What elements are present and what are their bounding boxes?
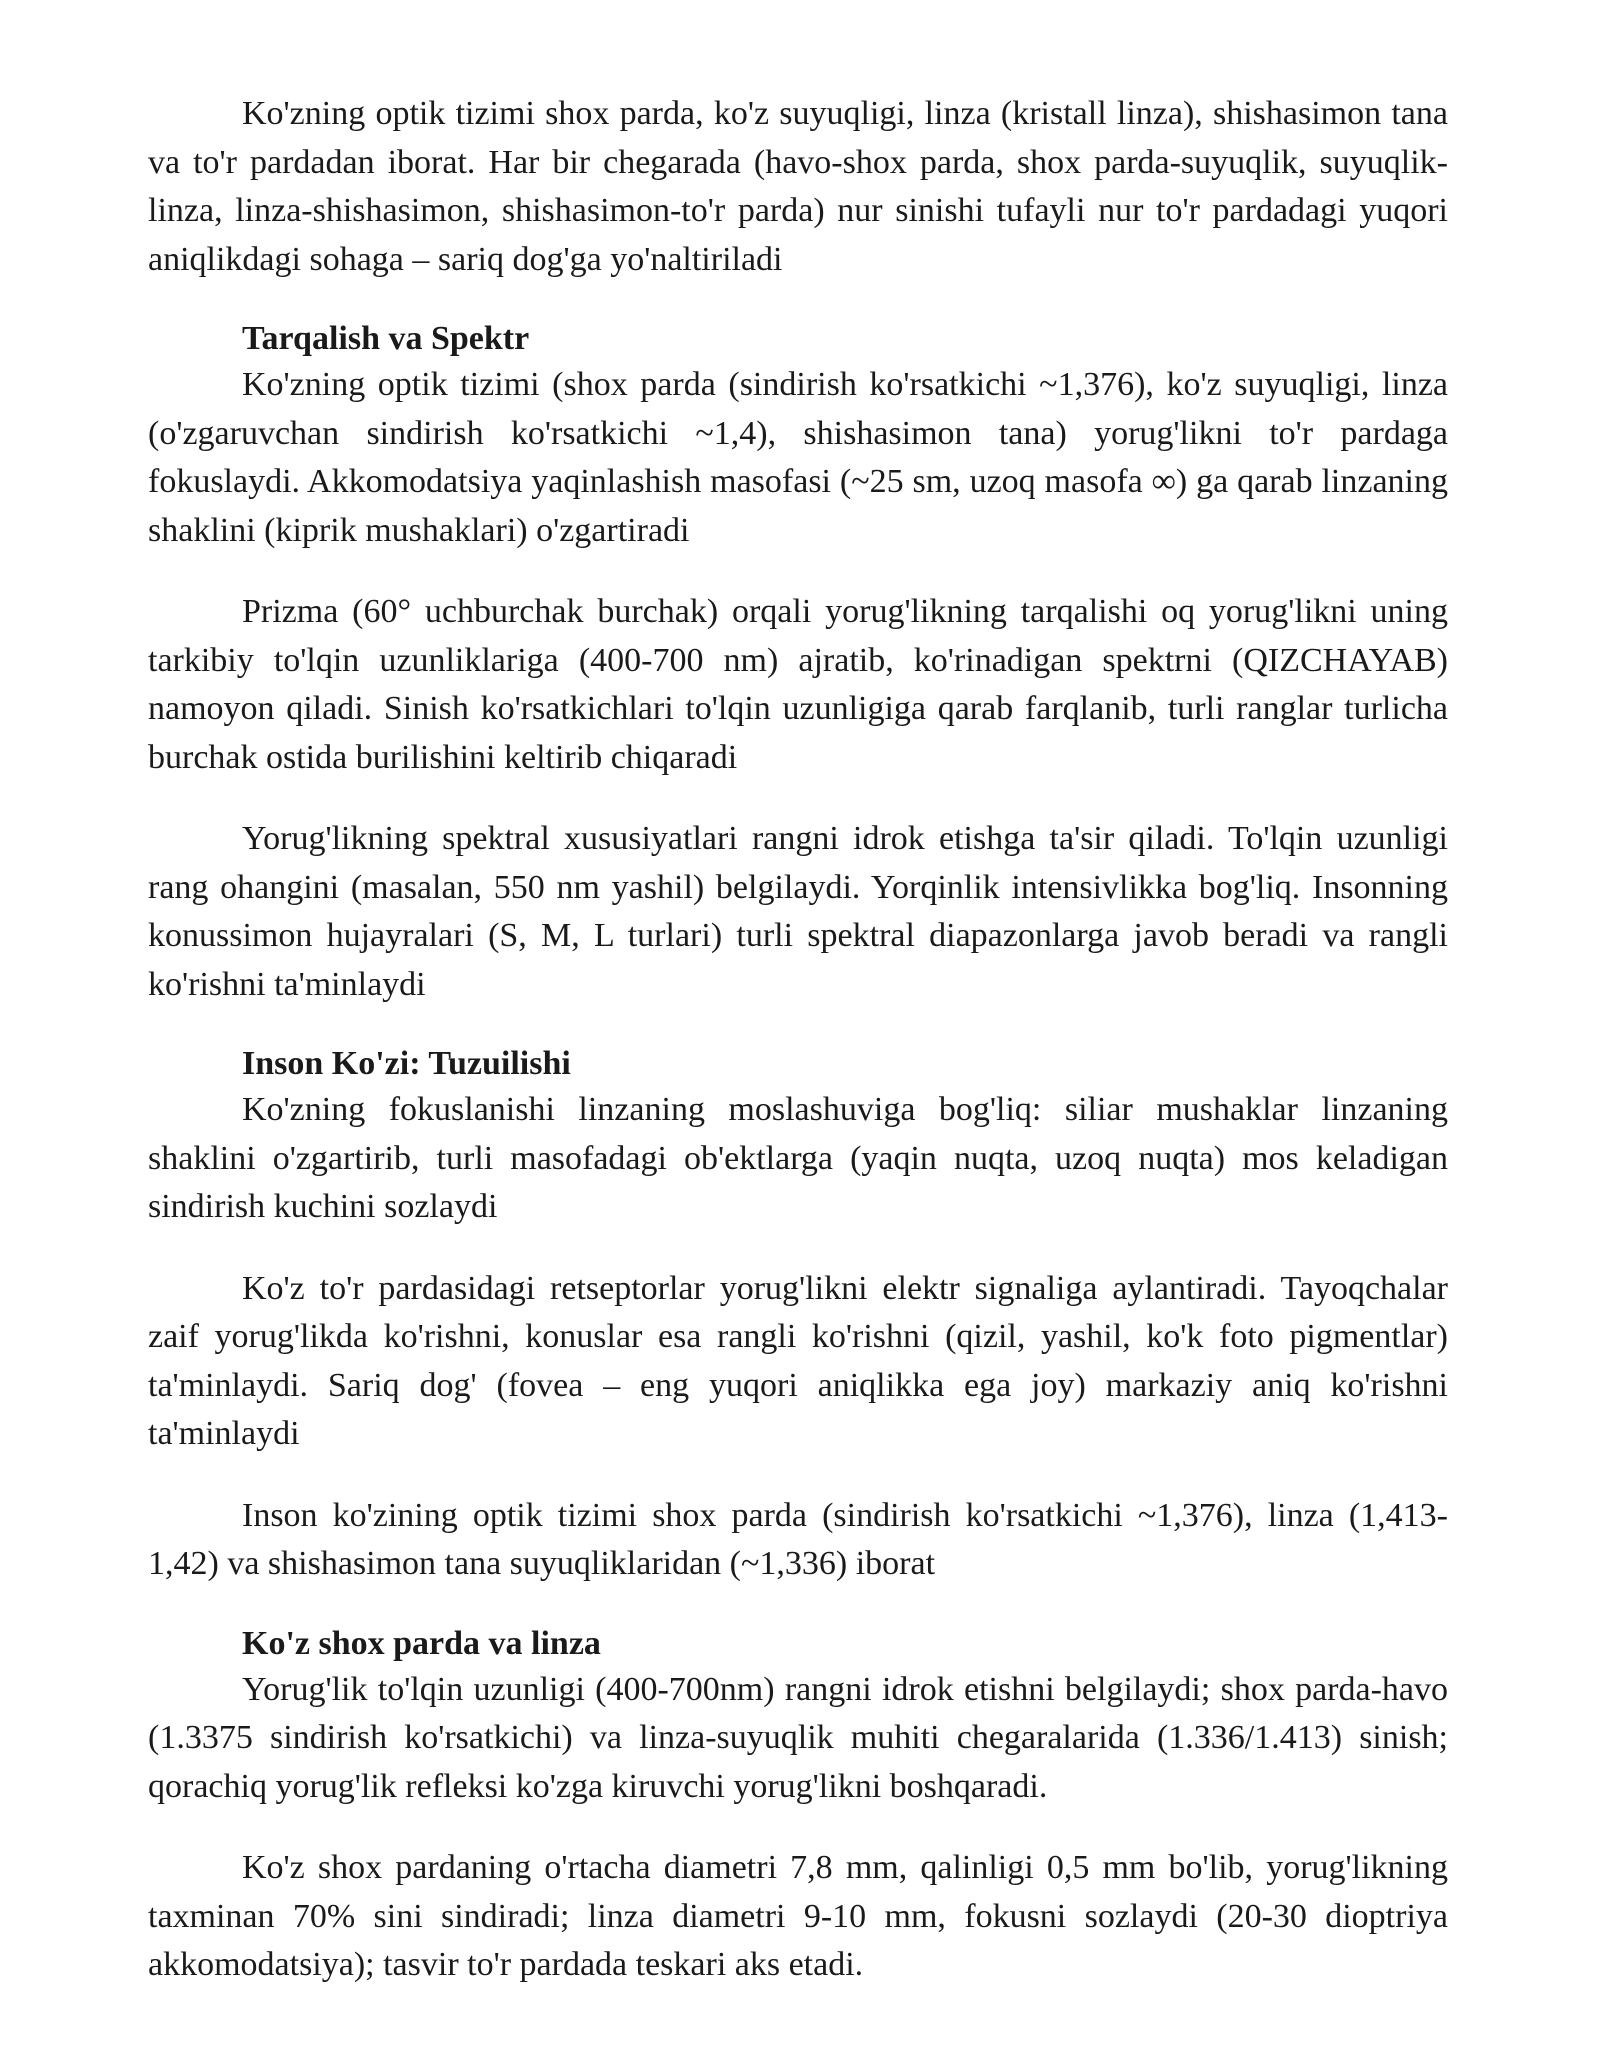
paragraph-spektral-xususiyatlar: Yorug'likning spektral xususiyatlari rangni idrok etishga ta'sir qiladi. To'lqin uzunligi rang ohangini (masalan, 550 nm yashil) belgilaydi. Yorqinlik intensivlikka bog'liq. Insonning konussimon hujayralari (S, M, L turlari) turli spektral diapazonlarga javob beradi va rangli ko'rishni ta'minlaydi: [148, 820, 1448, 1003]
heading-inson-kozi-tuzilishi: Inson Ko'zi: Tuzuilishi: [242, 1045, 571, 1082]
paragraph-retseptorlar: Ko'z to'r pardasidagi retseptorlar yorug'likni elektr signaliga aylantiradi. Tayoqchalar zaif yorug'likda ko'rishni, konuslar esa rangli ko'rishni (qizil, yashil, ko'k foto pigmentlar) ta'minlaydi. Sariq dog' (fovea – eng yuqori aniqlikka ega joy) markaziy aniq ko'rishni ta'minlaydi: [148, 1269, 1448, 1452]
heading-tarqalish-va-spektr: Tarqalish va Spektr: [242, 320, 530, 357]
section-tarqalish: [148, 317, 1448, 1009]
paragraph-akkomodatsiya: Ko'zning optik tizimi (shox parda (sindirish ko'rsatkichi ~1,376), ko'z suyuqligi, linza (o'zgaruvchan sindirish ko'rsatkichi ~1,4), shishasimon tana) yorug'likni to'r pardaga fokuslaydi. Akkomodatsiya yaqinlashish masofasi (~25 sm, uzoq masofa ∞) ga qarab linzaning shaklini (kiprik mushaklari) o'zgartiradi: [148, 366, 1448, 549]
paragraph-prizma: Prizma (60° uchburchak burchak) orqali yorug'likning tarqalishi oq yorug'likni uning tarkibiy to'lqin uzunliklariga (400-700 nm) ajratib, ko'rinadigan spektrni (QIZCHAYAB) namoyon qiladi. Sinish ko'rsatkichlari to'lqin uzunligiga qarab farqlanib, turli ranglar turlicha burchak ostida burilishini keltirib chiqaradi: [148, 593, 1448, 776]
document-page: [148, 90, 1448, 2023]
paragraph-optik-tizim: Ko'zning optik tizimi shox parda, ko'z suyuqligi, linza (kristall linza), shishasimon tana va to'r pardadan iborat. Har bir chegarada (havo-shox parda, shox parda-suyuqlik, suyuqlik-linza, linza-shishasimon, shishasimon-to'r parda) nur sinishi tufayli nur to'r pardadagi yuqori aniqlikdagi sohaga – sariq dog'ga yo'naltiriladi: [148, 95, 1448, 278]
paragraph-fokuslanish: Ko'zning fokuslanishi linzaning moslashuviga bog'liq: siliar mushaklar linzaning shaklini o'zgartirib, turli masofadagi ob'ektlarga (yaqin nuqta, uzoq nuqta) mos keladigan sindirish kuchini sozlaydi: [148, 1091, 1448, 1225]
section-shox-parda: [148, 1622, 1448, 1990]
paragraph-shox-parda-diametri: Ko'z shox pardaning o'rtacha diametri 7,8 mm, qalinligi 0,5 mm bo'lib, yorug'likning taxminan 70% sini sindiradi; linza diametri 9-10 mm, fokusni sozlaydi (20-30 dioptriya akkomodatsiya); tasvir to'r pardada teskari aks etadi.: [148, 1849, 1448, 1983]
section-tuzilishi: [148, 1042, 1448, 1589]
heading-shox-parda-va-linza: Ko'z shox parda va linza: [242, 1624, 601, 1662]
paragraph-tolqin-uzunligi: Yorug'lik to'lqin uzunligi (400-700nm) rangni idrok etishni belgilaydi; shox parda-havo (1.3375 sindirish ko'rsatkichi) va linza-suyuqlik muhiti chegaralarida (1.336/1.413) sinish; qorachiq yorug'lik refleksi ko'zga kiruvchi yorug'likni boshqaradi.: [148, 1670, 1448, 1805]
paragraph-sindirish-korsatkichlari: Inson ko'zining optik tizimi shox parda (sindirish ko'rsatkichi ~1,376), linza (1,413-1,42) va shishasimon tana suyuqliklaridan (~1,336) iborat: [148, 1496, 1448, 1582]
